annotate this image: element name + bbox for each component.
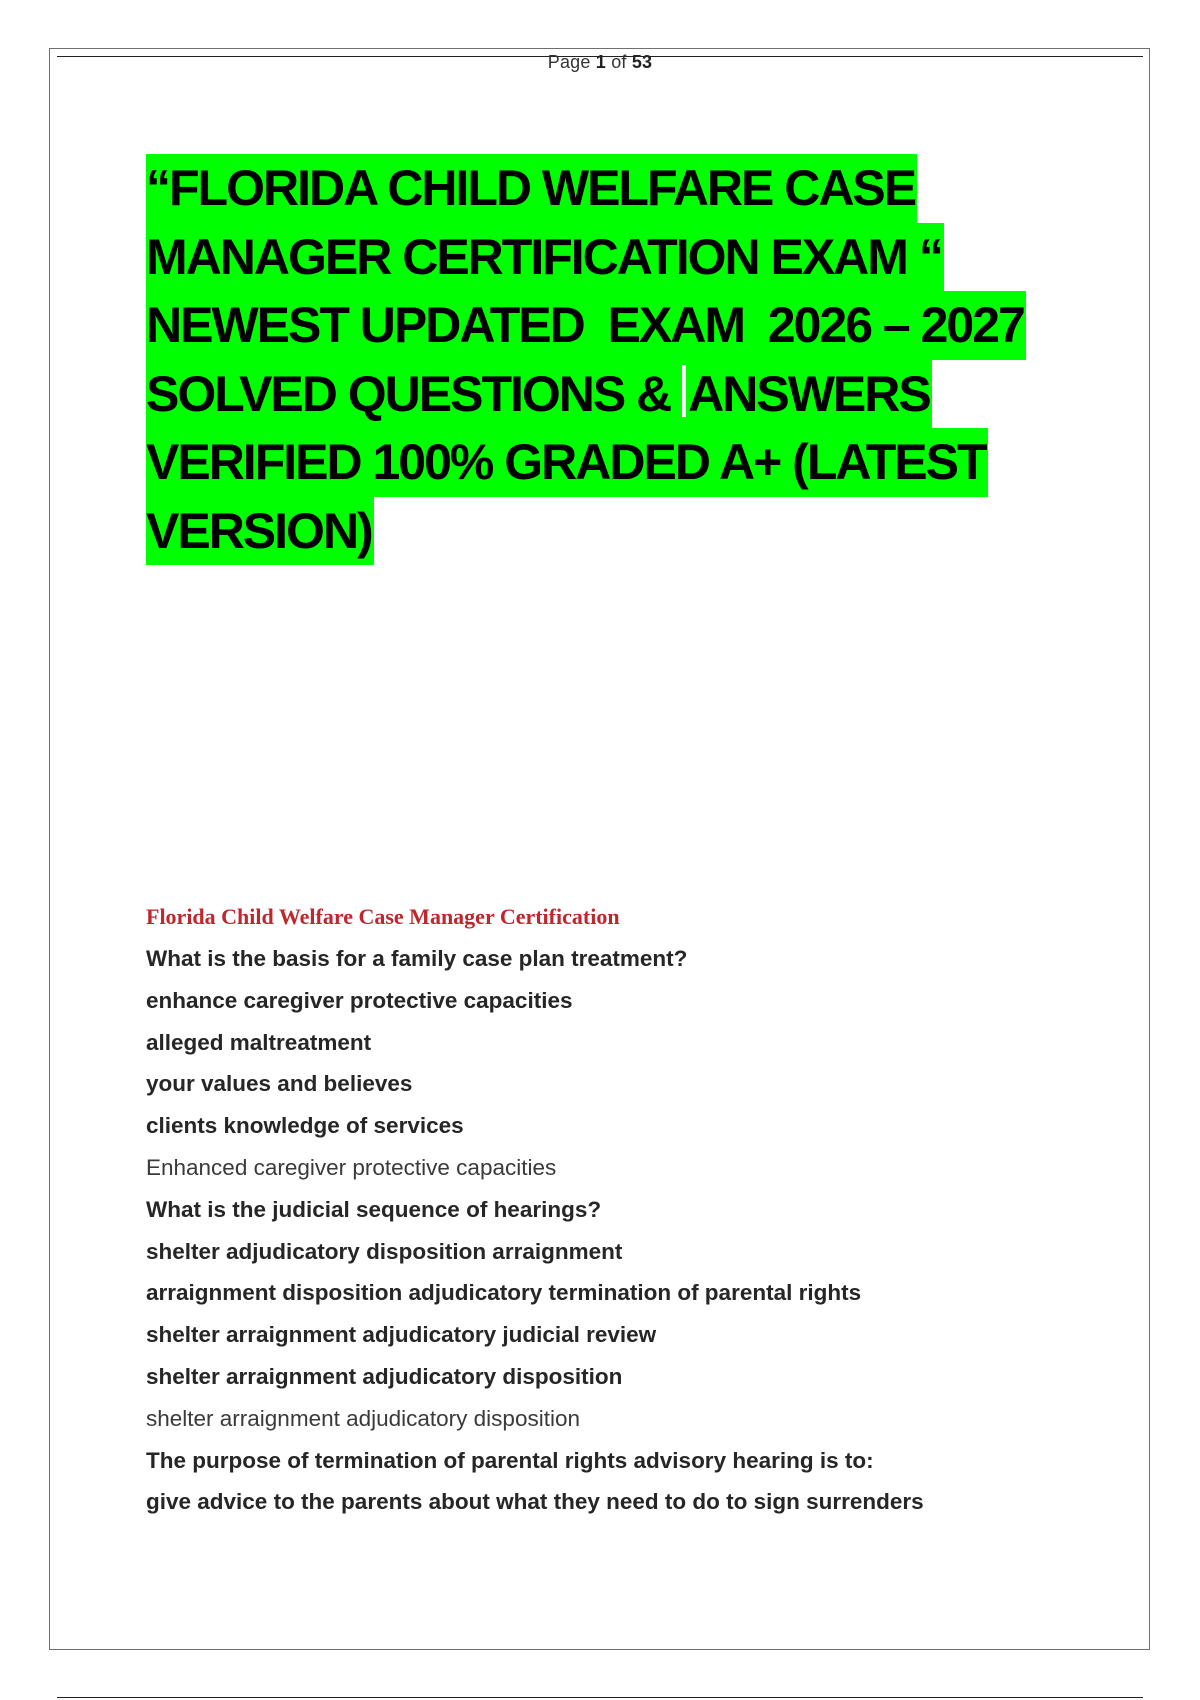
title-line-3: NEWEST UPDATED EXAM 2026 – 2027 [146,291,1026,360]
page-number [0,51,1200,73]
question-2-option-3: shelter arraignment adjudicatory judicial review [146,1322,657,1348]
question-2: What is the judicial sequence of hearings? [146,1196,602,1222]
page-separator: of [611,52,627,72]
title-line-2: MANAGER CERTIFICATION EXAM “ [146,223,944,292]
question-1-option-1: enhance caregiver protective capacities [146,987,573,1013]
question-3: The purpose of termination of parental rights advisory hearing is to: [146,1447,874,1473]
question-2-option-4: shelter arraignment adjudicatory disposition [146,1363,623,1389]
page-label: Page [547,52,591,72]
title-line-6: VERSION) [146,497,374,566]
title-line-4-start: SOLVED QUESTIONS & [146,365,683,422]
page-current: 1 [595,52,606,72]
title-line-4-end: ANSWERS [688,365,930,422]
question-1-option-2: alleged maltreatment [146,1029,372,1055]
question-3-option-1: give advice to the parents about what they need to do to sign surrenders [146,1489,924,1515]
title-line-5: VERIFIED 100% GRADED A+ (LATEST [146,428,988,497]
question-2-option-2: arraignment disposition adjudicatory termination of parental rights [146,1280,862,1306]
document-title [146,154,1096,565]
text-cursor [682,365,686,417]
question-1-option-3: your values and believes [146,1071,413,1097]
question-answer-list [146,945,1146,1530]
page-total: 53 [631,52,653,72]
title-line-4 [146,360,932,429]
question-2-option-1: shelter adjudicatory disposition arraignment [146,1238,623,1264]
question-1-option-4: clients knowledge of services [146,1113,464,1139]
title-line-1: “FLORIDA CHILD WELFARE CASE [146,154,917,223]
section-heading: Florida Child Welfare Case Manager Certification [146,904,620,929]
footer-rule [57,1697,1143,1698]
question-1: What is the basis for a family case plan treatment? [146,946,688,971]
question-1-answer: Enhanced caregiver protective capacities [146,1154,557,1180]
question-2-answer: shelter arraignment adjudicatory disposition [146,1405,580,1431]
